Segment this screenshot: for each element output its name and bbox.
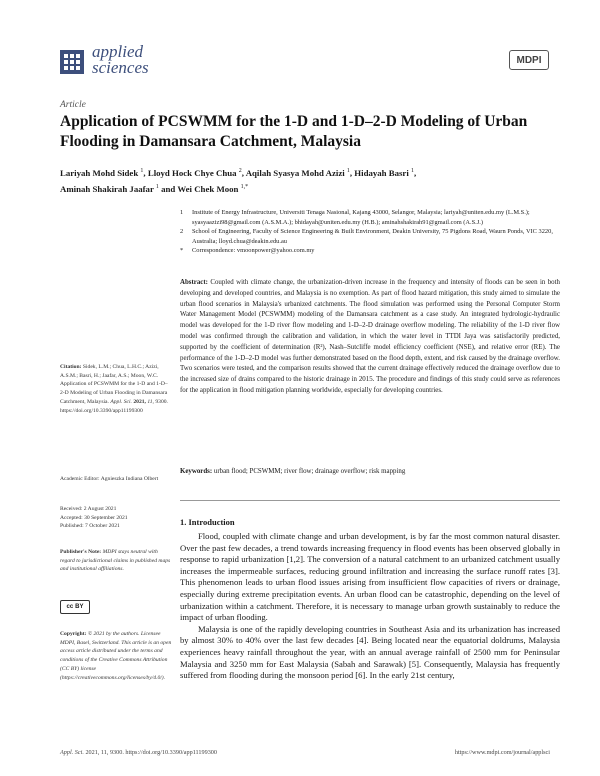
author-list xyxy=(60,164,550,196)
affiliation-item: 2 School of Engineering, Faculty of Science Engineering & Built Environment, Deakin University, 75 Pigdons Road, Waurn Ponds, VIC 3220, Australia; lloyd.chua@deakin.edu.au xyxy=(180,228,553,245)
affiliation-item: * Correspondence: vmoonpower@yahoo.com.my xyxy=(180,247,315,254)
keywords: Keywords: urban flood; PCSWMM; river flow; drainage overflow; risk mapping xyxy=(180,468,406,475)
publisher-note: Publisher's Note: MDPI stays neutral with regard to jurisdictional claims in published maps and institutional affiliations. xyxy=(60,549,171,573)
academic-editor: Academic Editor: Agnieszka Indiana Olbert xyxy=(60,476,159,482)
dates-block: Received: 2 August 2021 Accepted: 30 September 2021 Published: 7 October 2021 xyxy=(60,506,128,530)
affiliation-item: 1 Institute of Energy Infrastructure, Universiti Tenaga Nasional, Kajang 43000, Selangor, Malaysia; lariyah@uniten.edu.my (L.M.S.); syasyaazizi98@gmail.com (A.S.M.A.); bhidayah@uniten.edu.my (H.B.); aminahshakirah91@gmail.com (A.S.J.) xyxy=(180,209,530,226)
section-heading: 1. Introduction xyxy=(180,517,235,527)
copyright-block: Copyright: © 2021 by the authors. Licensee MDPI, Basel, Switzerland. This article is an open access article distributed under the terms and conditions of the Creative Commons Attribution (CC BY) license (https://creativecommons.org/licenses/by/4.0/). xyxy=(60,631,172,681)
journal-logo-icon xyxy=(60,50,84,74)
cc-license-icon[interactable]: cc BY xyxy=(60,600,90,614)
citation-block: Citation: Sidek, L.M.; Chua, L.H.C.; Azizi, A.S.M.; Basri, H.; Jaafar, A.S.; Moon, W.C. Application of PCSWMM for the 1-D and 1-D–2-D Modeling of Urban Flooding in Damansara Catchment, Malaysia. Appl. Sci. 2021, 11, 9300. https://doi.org/10.3390/app11199300 xyxy=(60,364,168,414)
divider xyxy=(180,500,560,501)
paper-title: Application of PCSWMM for the 1-D and 1-D–2-D Modeling of Urban Flooding in Damansara Catchment, Malaysia xyxy=(60,113,528,150)
mdpi-logo: MDPI xyxy=(509,50,549,70)
paragraph: Malaysia is one of the rapidly developing countries in Southeast Asia and its urbanization has increased by almost 30% to 40% over the last few decades [4]. Being located near the equatorial doldrums, Malaysia experiences heavy rainfall throughout the year, with an annual average rainfall of 2500 mm for Peninsular Malaysia and 3250 mm for East Malaysia (Sabah and Sarawak) [5]. Consequently, Malaysia has frequently suffered from flooding during the monsoon period [6]. In the early 21st century, xyxy=(180,623,560,681)
author-name[interactable]: Lloyd Hock Chye Chua xyxy=(147,167,237,178)
abstract: Abstract: Coupled with climate change, the urbanization-driven increase in the frequency and intensity of floods can be seen in both developing and developed countries, and Malaysia is no exemption. As part of flood hazard mitigation, this study aimed to simulate the urban flood scenarios in Malaysia's urbanized catchments. The flood simulation was performed using the Personal Computer Storm Water Management Model (PCSWMM) modeling of the Damansara catchment as a case study. An integrated hydrologic-hydraulic model was developed for the 1-D river flow modeling and 1-D–2-D drainage overflow modeling. The reliability of the 1-D river flow model was confirmed through the calibration and validation, in which the water level in TTDI Jaya was satisfactorily predicted, supported by the coefficient of determination (R²), Nash–Sutcliffe model efficiency coefficient (NSE), and relative error (RE). The performance of the 1-D–2-D model was further demonstrated based on the flood depth, extent, and risk caused by the drainage overflow. Two scenarios were tested, and the comparison results showed that the current drainage effectively reduced the drainage overflow due to the increased size of drains compared to the historic drainage in 2015. The procedure and findings of this study could serve as references for the application in flood mitigation planning worldwide, especially for developing countries. xyxy=(180,279,560,394)
author-name[interactable]: Hidayah Basri xyxy=(354,167,409,178)
authors-line-1: Lariyah Mohd Sidek $^1$, Lloyd Hock Chye Chua $^2$, Aqilah Syasya Mohd Azizi $^1$, Hidayah Basri $^1$, xyxy=(60,167,417,178)
footer-citation: Appl. Sci. 2021, 11, 9300. https://doi.org/10.3390/app11199300 xyxy=(60,749,217,756)
paragraph: Flood, coupled with climate change and urban development, is by far the most common natural disaster. Over the past few decades, a trend towards increasing frequency in flood events has been observed globally in response to rapid urbanization [1,2]. The conversion of a natural catchment to an urbanized catchment usually increases the impermeable surfaces, reducing ground infiltration and increasing the surface runoff rates [3]. This phenomenon leads to urban flood issues arising from insufficient flow capacities of rivers or drainage, especially during extreme precipitation events. An urban flood can be catastrophic, depending on the level of urbanization within a catchment. Therefore, it is necessary to manage urban growth sustainably to reduce the impact of urban flooding. xyxy=(180,531,560,623)
affiliations xyxy=(180,208,560,256)
page-footer xyxy=(60,749,550,756)
citation-doi-link[interactable]: https://doi.org/10.3390/app11199300 xyxy=(60,407,143,414)
author-name[interactable]: Aqilah Syasya Mohd Azizi xyxy=(245,167,345,178)
author-name[interactable]: Aminah Shakirah Jaafar xyxy=(60,183,154,194)
body-text xyxy=(180,531,560,682)
footer-journal-url[interactable]: https://www.mdpi.com/journal/applsci xyxy=(454,749,550,756)
author-name[interactable]: Lariyah Mohd Sidek xyxy=(60,167,139,178)
footer-doi-link[interactable]: 2021, 11, 9300. https://doi.org/10.3390/app11199300 xyxy=(85,749,217,756)
author-name[interactable]: Wei Chek Moon xyxy=(177,183,239,194)
journal-name: applied sciences xyxy=(92,42,149,77)
article-type: Article xyxy=(60,100,86,110)
authors-line-2: Aminah Shakirah Jaafar $^1$ and Wei Chek Moon $^{1,*}$ xyxy=(60,183,249,194)
